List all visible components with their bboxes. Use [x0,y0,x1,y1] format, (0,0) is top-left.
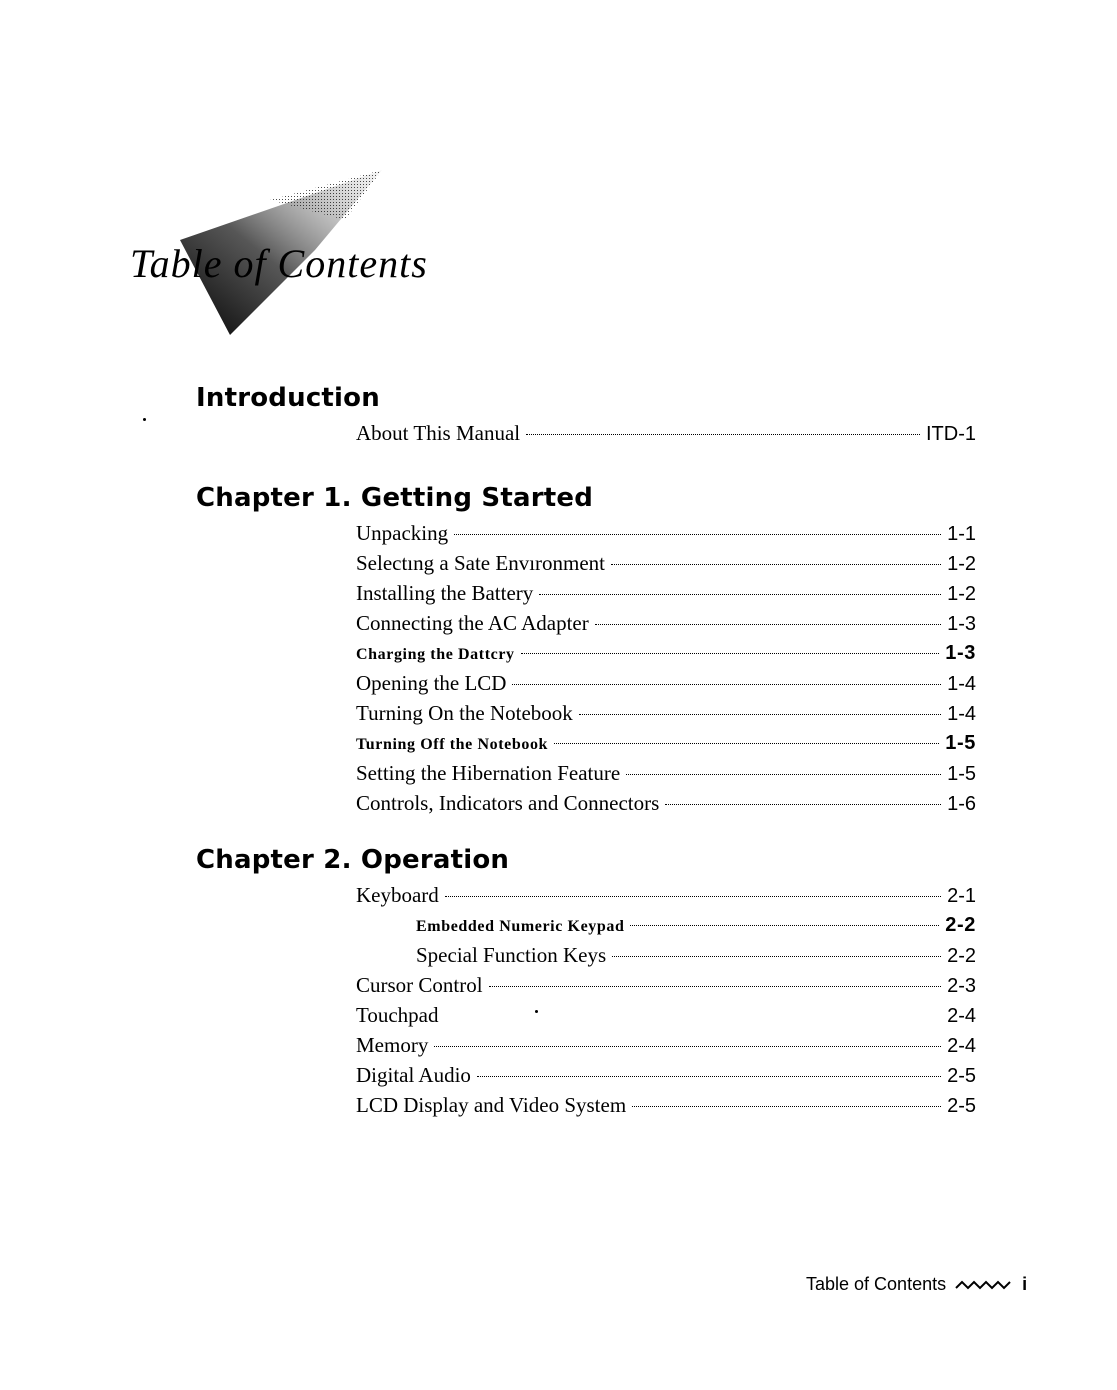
entry-label: Memory [356,1033,429,1057]
dot-leader [521,653,940,654]
entry-page-number: 1-6 [947,793,976,815]
entry-page-number: 2-1 [947,885,976,907]
toc-section-chapter-1 [196,483,986,819]
entry-label: About This Manual [356,421,521,445]
scan-speck [143,418,146,421]
entry-page-number: 2-5 [947,1065,976,1087]
toc-entry-list [196,419,986,449]
toc-entry[interactable] [356,881,976,911]
dot-leader [445,896,941,897]
dot-leader [434,1046,941,1047]
toc-entry[interactable] [356,971,976,1001]
toc-entry[interactable] [356,519,976,549]
entry-page-number: 1-5 [947,763,976,785]
scan-speck [535,1010,538,1013]
entry-label: Touchpad [356,1003,439,1027]
toc-entry[interactable] [416,941,976,971]
footer-label: Table of Contents [806,1274,947,1294]
entry-page-number: 2-2 [947,945,976,967]
toc-entry[interactable] [356,609,976,639]
entry-page-number: 1-5 [945,732,976,754]
entry-page-number: 1-2 [947,583,976,605]
page-title: Table of Contents [130,241,428,286]
section-heading: Introduction [196,383,380,413]
entry-page-number: 1-1 [947,523,976,545]
dot-leader [611,564,941,565]
entry-label: Special Function Keys [416,943,607,967]
toc-entry[interactable] [356,669,976,699]
dot-leader [579,714,941,715]
entry-page-number: 1-3 [947,613,976,635]
toc-entry[interactable] [356,419,976,449]
toc-entry[interactable] [416,911,976,941]
toc-section-chapter-2 [196,845,986,1121]
entry-page-number: ITD-1 [926,423,976,445]
entry-label: Installing the Battery [356,581,534,605]
toc-section-introduction [196,383,986,449]
toc-entry[interactable] [356,1091,976,1121]
entry-page-number: 1-3 [945,642,976,664]
dot-leader [526,434,920,435]
dot-leader [489,986,942,987]
entry-label: Turning Off the Notebook [356,736,549,753]
toc-entry-list [196,519,986,819]
dot-leader [539,594,941,595]
entry-page-number: 1-2 [947,553,976,575]
entry-label: Cursor Control [356,973,483,997]
entry-page-number: 2-4 [947,1005,976,1027]
page-footer [806,1274,1027,1295]
toc-entry-list [196,881,986,1121]
entry-page-number: 2-4 [947,1035,976,1057]
toc-entry[interactable] [356,549,976,579]
dot-leader [512,684,941,685]
entry-label: Connecting the AC Adapter [356,611,589,635]
entry-label: Digital Audio [356,1063,471,1087]
entry-page-number: 1-4 [947,673,976,695]
dot-leader [554,743,939,744]
section-heading: Chapter 2. Operation [196,845,510,875]
toc-entry[interactable] [356,1031,976,1061]
entry-label: Turning On the Notebook [356,701,573,725]
toc-entry[interactable] [356,639,976,669]
dot-leader [626,774,941,775]
dot-leader [665,804,941,805]
entry-page-number: 2-3 [947,975,976,997]
zigzag-icon [954,1278,1014,1292]
toc-entry[interactable] [356,789,976,819]
entry-label: Opening the LCD [356,671,507,695]
entry-page-number: 2-2 [945,914,976,936]
entry-label: Setting the Hibernation Feature [356,761,621,785]
entry-page-number: 1-4 [947,703,976,725]
dot-leader [630,925,939,926]
entry-label: Embedded Numeric Keypad [416,918,625,935]
toc-entry[interactable] [356,729,976,759]
toc-entry[interactable] [356,579,976,609]
section-heading: Chapter 1. Getting Started [196,483,594,513]
dot-leader [632,1106,941,1107]
footer-page-number: i [1022,1274,1028,1294]
entry-label: Selectıng a Sate Envıronment [356,551,606,575]
entry-label: Unpacking [356,521,449,545]
entry-page-number: 2-5 [947,1095,976,1117]
dot-leader [454,534,941,535]
entry-label: LCD Display and Video System [356,1093,627,1117]
toc-entry[interactable] [356,1001,976,1031]
entry-label: Keyboard [356,883,439,907]
toc-entry[interactable] [356,759,976,789]
toc-entry[interactable] [356,1061,976,1091]
entry-label: Controls, Indicators and Connectors [356,791,660,815]
dot-leader [612,956,941,957]
entry-label: Charging the Dattcry [356,646,515,663]
toc-entry[interactable] [356,699,976,729]
dot-leader [477,1076,941,1077]
dot-leader [595,624,941,625]
